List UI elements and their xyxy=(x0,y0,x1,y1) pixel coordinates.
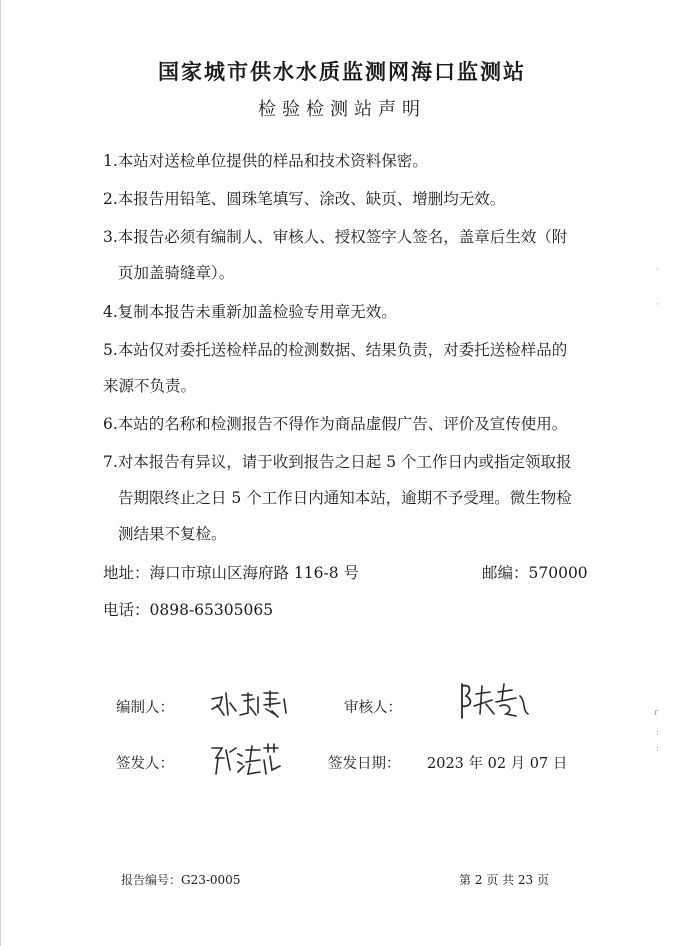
compiler-label: 编制人： xyxy=(116,700,174,716)
reviewer-signature xyxy=(456,680,532,722)
page-edge-divider xyxy=(0,0,1,946)
clause-5 xyxy=(103,332,583,404)
postcode-text: 邮编：570000 xyxy=(482,564,588,582)
scan-mark: ɾ xyxy=(654,708,659,718)
clause-5-line-2: 来源不负责。 xyxy=(103,377,197,395)
scan-mark: : xyxy=(656,744,660,754)
phone-text: 电话：0898-65305065 xyxy=(103,601,274,619)
clause-6 xyxy=(103,406,583,442)
document-subtitle: 检验检测站声明 xyxy=(258,99,426,120)
clause-6-line-1: 6.本站的名称和检测报告不得作为商品虚假广告、评价及宣传使用。 xyxy=(103,415,568,433)
clause-3 xyxy=(103,219,583,291)
scan-mark: · xyxy=(656,265,659,275)
issuer-label: 签发人： xyxy=(116,756,174,772)
clause-7-line-1: 7.对本报告有异议，请于收到报告之日起 5 个工作日内或指定领取报 xyxy=(103,453,572,471)
document-title: 国家城市供水水质监测网海口监测站 xyxy=(158,59,526,84)
clause-2-line-1: 2.本报告用铅笔、圆珠笔填写、涂改、缺页、增删均无效。 xyxy=(103,190,506,208)
address-text: 地址：海口市琼山区海府路 116-8 号 xyxy=(103,564,360,582)
issue-date-value: 2023 年 02 月 07 日 xyxy=(427,756,568,772)
clause-7 xyxy=(103,444,583,552)
clause-1-line-1: 1.本站对送检单位提供的样品和技术资料保密。 xyxy=(103,152,428,170)
page-info: 第 2 页 共 23 页 xyxy=(459,873,549,887)
report-number: 报告编号：G23-0005 xyxy=(121,873,241,887)
compiler-signature xyxy=(208,685,292,723)
clause-1 xyxy=(103,143,583,179)
clause-7-line-3: 测结果不复检。 xyxy=(118,525,227,543)
reviewer-label: 审核人： xyxy=(344,700,402,716)
issue-date-label: 签发日期： xyxy=(328,756,401,772)
clause-4-line-1: 4.复制本报告未重新加盖检验专用章无效。 xyxy=(103,303,397,321)
issuer-signature xyxy=(208,740,284,780)
clause-3-line-2: 页加盖骑缝章）。 xyxy=(118,264,235,282)
clause-5-line-1: 5.本站仅对委托送检样品的检测数据、结果负责，对委托送检样品的 xyxy=(103,341,568,359)
clause-3-line-1: 3.本报告必须有编制人、审核人、授权签字人签名，盖章后生效（附 xyxy=(103,228,568,246)
clause-4 xyxy=(103,294,583,330)
clause-7-line-2: 告期限终止之日 5 个工作日内通知本站，逾期不予受理。微生物检 xyxy=(118,489,572,507)
clause-2 xyxy=(103,181,583,217)
scan-mark: · xyxy=(656,300,659,310)
scan-mark: : xyxy=(656,728,660,738)
